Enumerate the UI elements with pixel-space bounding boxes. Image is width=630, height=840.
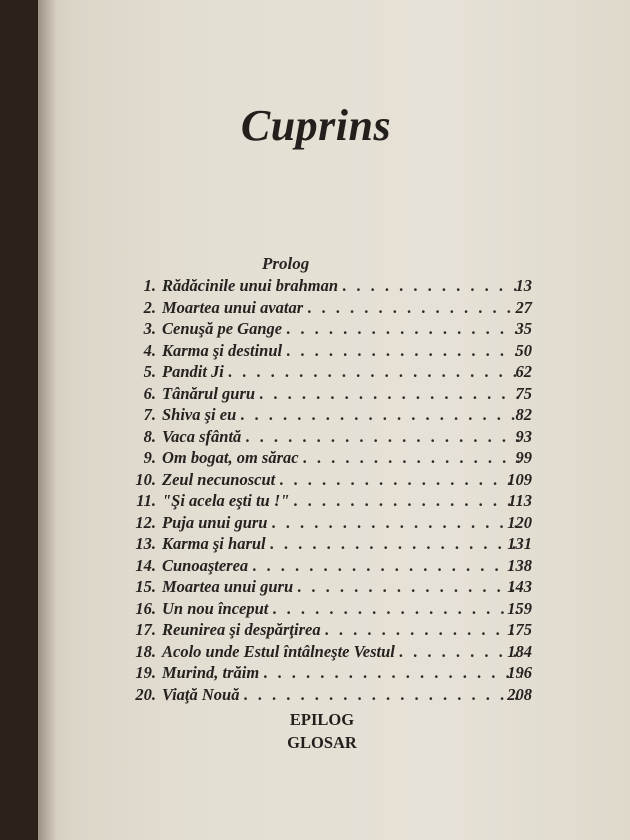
toc-entry — [38, 599, 630, 621]
toc-entry-page: 99 — [515, 448, 532, 467]
toc-entry-line — [162, 341, 526, 361]
toc-entry-page: 13 — [515, 276, 532, 295]
toc-entry-number: 12. — [135, 512, 156, 532]
toc-entry-number: 20. — [135, 684, 156, 704]
toc-entry-number: 14. — [135, 555, 156, 575]
toc-glosar: GLOSAR — [287, 733, 357, 752]
toc-entry-number: 2. — [143, 297, 156, 317]
toc-entry-line — [162, 470, 526, 490]
toc-entry-line — [162, 427, 526, 447]
toc-entry-number: 11. — [136, 491, 156, 510]
toc-entry-page: 159 — [507, 598, 532, 618]
toc-entry-line — [162, 491, 526, 511]
toc-entry — [38, 405, 630, 427]
toc-entry — [38, 319, 630, 341]
toc-entry-line — [162, 405, 526, 425]
toc-entry-title: Cunoaşterea — [162, 555, 249, 575]
toc-entry-page: 138 — [507, 555, 532, 575]
toc-entry — [38, 663, 630, 685]
toc-entry — [38, 642, 630, 664]
toc-entry-title: Rădăcinile unui brahman — [162, 276, 339, 295]
toc-entry-number: 15. — [135, 577, 156, 596]
book-page — [38, 0, 630, 840]
toc-entry-page: 93 — [515, 426, 532, 446]
toc-entry-page: 75 — [515, 383, 532, 403]
toc-entry-line — [162, 577, 526, 597]
toc-entry-page: 82 — [515, 405, 532, 424]
toc-entry-line — [162, 642, 526, 662]
toc-entry-title: Vaca sfântă — [162, 426, 242, 446]
toc-epilog: EPILOG — [289, 710, 355, 729]
toc-entry — [38, 577, 630, 599]
toc-entry-page: 184 — [507, 641, 532, 661]
toc-entry-number: 18. — [135, 641, 156, 661]
toc-entry-line — [162, 276, 526, 296]
toc-entry-page: 109 — [507, 469, 532, 489]
toc-entry-page: 113 — [508, 491, 532, 510]
toc-entry-line — [162, 534, 526, 554]
toc-entry-line — [162, 663, 526, 683]
toc-leader-dots — [245, 427, 522, 447]
toc-entry-number: 10. — [135, 469, 156, 489]
toc-entry — [38, 448, 630, 470]
toc-entry-number: 13. — [135, 534, 156, 553]
toc-entry — [38, 470, 630, 492]
toc-entry — [38, 276, 630, 298]
toc-entry-title: Om bogat, om sărac — [162, 448, 299, 467]
toc-entry-number: 16. — [135, 598, 156, 618]
toc-entry-page: 175 — [507, 620, 532, 639]
toc-entry-page: 50 — [515, 340, 532, 360]
toc-entry-title: Moartea unui guru — [162, 577, 294, 596]
toc-entry — [38, 298, 630, 320]
toc-entry-title: Karma şi harul — [162, 534, 266, 553]
toc-entry-number: 8. — [143, 426, 156, 446]
toc-entry-line — [162, 362, 526, 382]
toc-entry — [38, 362, 630, 384]
toc-entry-title: Zeul necunoscut — [162, 469, 276, 489]
toc-entry-page: 208 — [507, 684, 532, 704]
toc-entry-number: 17. — [135, 620, 156, 639]
toc-entry-line — [162, 384, 526, 404]
toc-entry — [38, 534, 630, 556]
toc-entry-line — [162, 319, 526, 339]
toc-entry-line — [162, 298, 526, 318]
toc-entry-page: 120 — [507, 512, 532, 532]
toc-entry — [38, 685, 630, 707]
toc-entry-title: Karma şi destinul — [162, 340, 283, 360]
toc-entry-title: Acolo unde Estul întâlneşte Vestul — [162, 641, 395, 661]
toc-entry-line — [162, 556, 526, 576]
toc-entry-line — [162, 448, 526, 468]
toc-entry-title: Tânărul guru — [162, 383, 256, 403]
toc-entry-title: "Şi acela eşti tu !" — [162, 491, 290, 510]
toc-leader-dots — [228, 362, 522, 382]
toc-entry-line — [162, 599, 526, 619]
toc-entry-page: 131 — [507, 534, 532, 553]
toc-prolog: Prolog — [262, 254, 310, 273]
toc-entry-number: 3. — [143, 319, 156, 338]
toc-entry-number: 4. — [143, 340, 156, 360]
toc-entry — [38, 491, 630, 513]
toc-entry-title: Puja unui guru — [162, 512, 268, 532]
toc-entry-line — [162, 685, 526, 705]
toc-entry-number: 19. — [135, 663, 156, 682]
toc-leader-dots — [243, 685, 522, 705]
toc-entry-page: 27 — [515, 297, 532, 317]
toc-entry-number: 1. — [143, 276, 156, 295]
toc-entry — [38, 384, 630, 406]
toc-entry-title: Cenuşă pe Gange — [162, 319, 283, 338]
toc-leader-dots — [240, 405, 522, 425]
toc-entry-line — [162, 620, 526, 640]
toc-entry-title: Shiva şi eu — [162, 405, 237, 424]
toc-entry-page: 62 — [515, 362, 532, 381]
toc-entry-page: 35 — [515, 319, 532, 338]
toc-entry — [38, 341, 630, 363]
toc-entry — [38, 620, 630, 642]
toc-entry-line — [162, 513, 526, 533]
toc-entry-title: Un nou început — [162, 598, 269, 618]
toc-entry-title: Moartea unui avatar — [162, 297, 304, 317]
toc-entry-number: 6. — [143, 383, 156, 403]
toc-entry-page: 143 — [507, 577, 532, 596]
toc-entry-number: 9. — [143, 448, 156, 467]
toc-entry-page: 196 — [507, 663, 532, 682]
toc-entry — [38, 427, 630, 449]
toc-entry-title: Murind, trăim — [162, 663, 260, 682]
toc-entry-number: 5. — [143, 362, 156, 381]
toc-entry-number: 7. — [143, 405, 156, 424]
toc-entry-title: Reunirea şi despărţirea — [162, 620, 321, 639]
toc-entry-title: Viaţă Nouă — [162, 684, 240, 704]
toc-entry-title: Pandit Ji — [162, 362, 224, 381]
toc-entry — [38, 513, 630, 535]
page-title: Cuprins — [240, 101, 392, 150]
toc-entry — [38, 556, 630, 578]
